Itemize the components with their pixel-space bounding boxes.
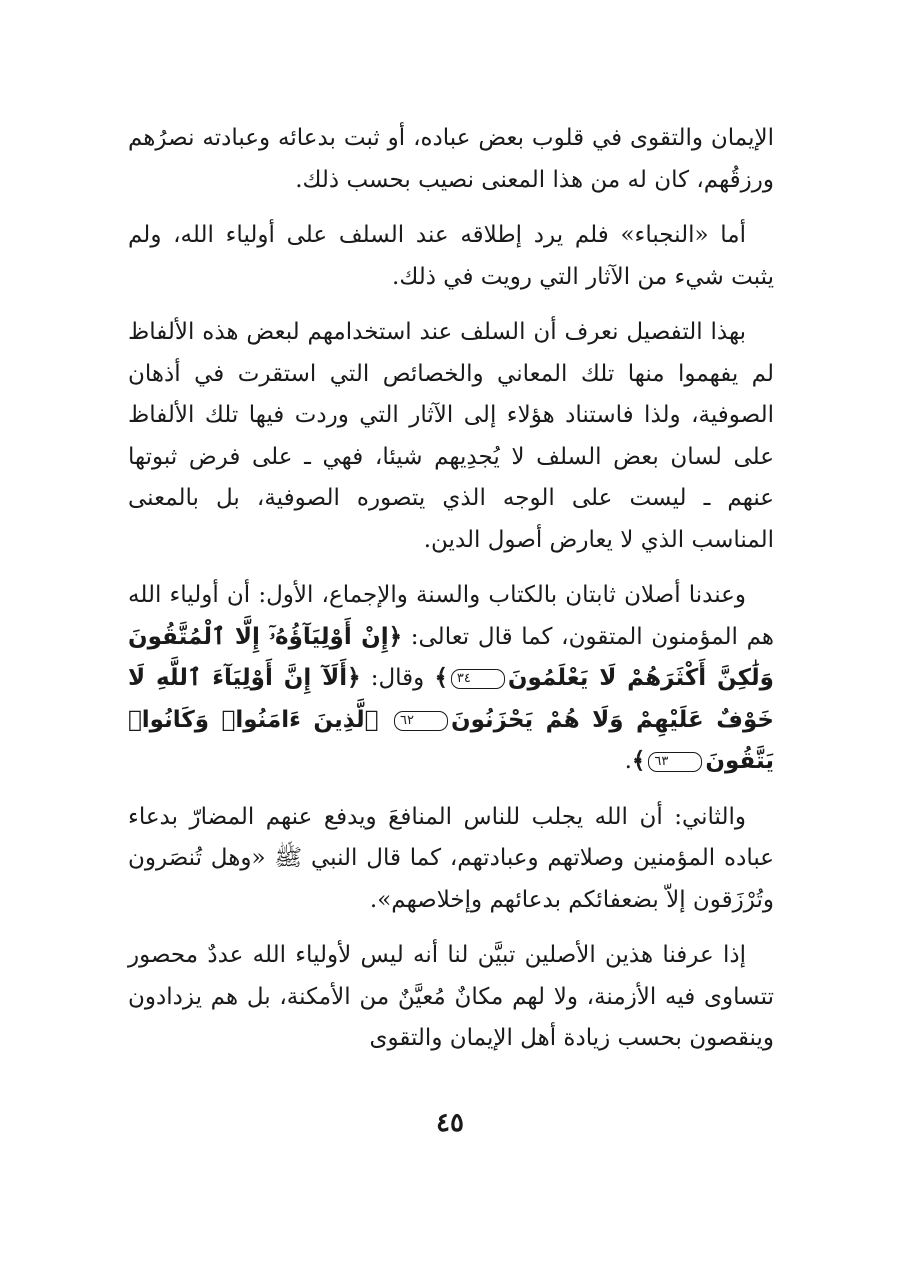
ayah-number-marker: ٦٣ [648, 752, 702, 772]
and-he-said-text: وقال: [360, 665, 435, 691]
paragraph-salaf-terms: بهذا التفصيل نعرف أن السلف عند استخدامهم لبعض هذه الألفاظ لم يفهموا منها تلك المعاني والخصائص التي استقرت في أذهان الصوفية، ولذا فاستناد هؤلاء إلى الآثار التي وردت فيها تلك الألفاظ على لسان بعض السلف لا يُجدِيهم شيئا، فهي ـ على فرض ثبوتها عنهم ـ ليست على الوجه الذي يتصوره الصوفية، بل بالمعنى المناسب الذي لا يعارض أصول الدين. [128, 319, 774, 553]
paragraph-conclusion: إذا عرفنا هذين الأصلين تبيَّن لنا أنه ليس لأولياء الله عددٌ محصور تتساوى فيه الأزمنة، ولا لهم مكانٌ مُعيَّنٌ من الأمكنة، بل هم يزدادون وينقصون بحسب زيادة أهل الإيمان والتقوى [128, 942, 774, 1051]
paragraph-second-principle: والثاني: أن الله يجلب للناس المنافعَ ويدفع عنهم المضارّ بدعاء عباده المؤمنين وصلاتهم وعبادتهم، كما قال النبي ﷺ «وهل تُنصَرون وتُرْزَقون إلاّ بضعفائكم بدعائهم وإخلاصهم». [128, 803, 774, 913]
paragraph-nujaba: أما «النجباء» فلم يرد إطلاقه عند السلف على أولياء الله، ولم يثبت شيء من الآثار التي رويت في ذلك. [128, 222, 774, 290]
paragraph-first-principle [128, 575, 774, 783]
first-principle-intro: وعندنا أصلان ثابتان بالكتاب والسنة والإجماع، الأول: أن أولياء الله هم المؤمنون المتقون، كما قال تعالى: [128, 582, 775, 650]
paragraph-continued: الإيمان والتقوى في قلوب بعض عباده، أو ثبت بدعائه وعبادته نصرُهم ورزقُهم، كان له من هذا المعنى نصيب بحسب ذلك. [128, 125, 774, 193]
quran-verse-yunus-34: ﴿إِنْ أَوْلِيَآؤُهُۥٓ إِلَّا ٱلْمُتَّقُونَ وَلَٰكِنَّ أَكْثَرَهُمْ لَا يَعْلَمُونَ [128, 623, 774, 691]
quran-bracket-close: ﴾ [434, 665, 448, 691]
page-number: ٤٥ [436, 1108, 464, 1138]
ayah-number-marker: ٣٤ [451, 669, 505, 689]
quran-verse-yunus-62: ﴿أَلَآ إِنَّ أَوْلِيَآءَ ٱللَّهِ لَا خَوْفٌ عَلَيْهِمْ وَلَا هُمْ يَحْزَنُونَ [128, 665, 774, 733]
quran-bracket-close: ﴾ [631, 748, 646, 774]
sentence-end: . [624, 748, 632, 774]
ayah-number-marker: ٦٢ [394, 711, 448, 731]
quran-verse-yunus-63: ٱلَّذِينَ ءَامَنُوا۟ وَكَانُوا۟ يَتَّقُونَ [128, 706, 774, 774]
page-body-text [128, 118, 774, 1074]
